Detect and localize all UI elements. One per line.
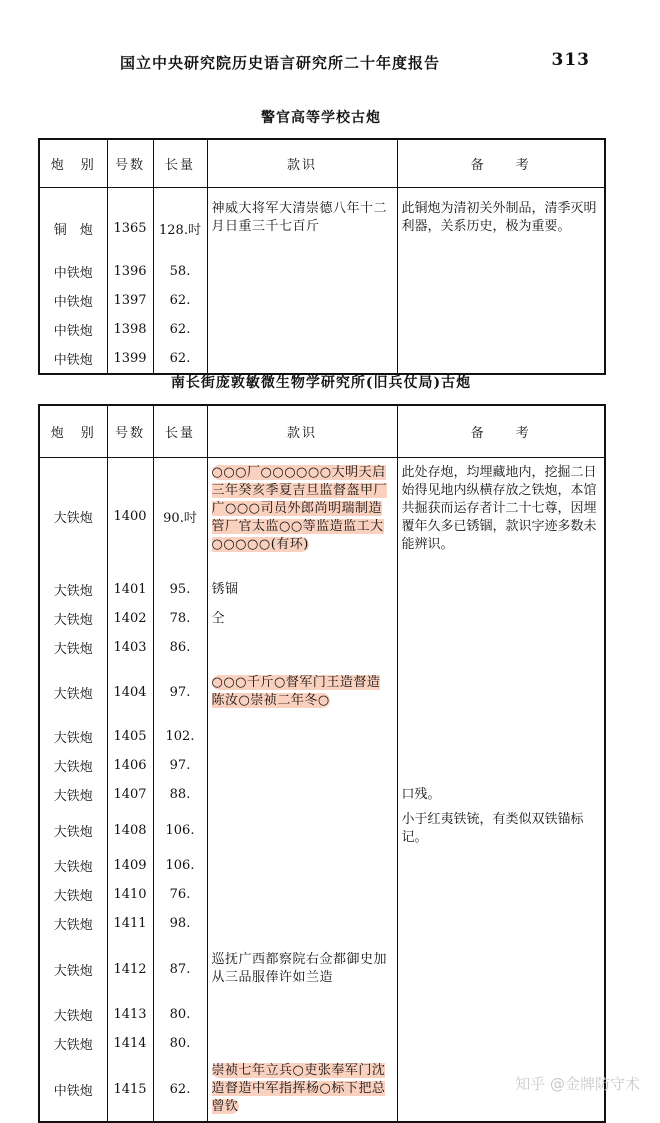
- col-header-num: 号数: [107, 405, 153, 457]
- cell-note: [397, 1029, 605, 1058]
- cell-num: 1409: [107, 851, 153, 880]
- cell-inscription: [207, 662, 397, 722]
- cell-note: [397, 938, 605, 1000]
- cell-inscription: [207, 257, 397, 286]
- cell-len: 80.: [153, 1000, 207, 1029]
- col-header-type: 炮 别: [39, 139, 107, 187]
- cell-note: [397, 909, 605, 938]
- cell-note: [397, 1000, 605, 1029]
- table-row: [39, 604, 605, 633]
- cell-note: [397, 662, 605, 722]
- cell-type: 大铁炮: [39, 938, 107, 1000]
- cell-len: 97.: [153, 662, 207, 722]
- cell-type: 大铁炮: [39, 575, 107, 604]
- table-row: [39, 633, 605, 662]
- cell-num: 1397: [107, 286, 153, 315]
- cell-len: 106.: [153, 809, 207, 851]
- cell-type: 大铁炮: [39, 457, 107, 575]
- cell-type: 大铁炮: [39, 809, 107, 851]
- cell-inscription: [207, 722, 397, 751]
- cell-num: 1398: [107, 315, 153, 344]
- table-row: [39, 751, 605, 780]
- cell-inscription: [207, 457, 397, 575]
- cell-num: 1414: [107, 1029, 153, 1058]
- cell-type: 铜 炮: [39, 187, 107, 257]
- cell-note: [397, 286, 605, 315]
- table1-title: 警官高等学校古炮: [261, 110, 381, 126]
- cell-type: 大铁炮: [39, 909, 107, 938]
- watermark: 知乎 @金牌防守术: [515, 1075, 640, 1093]
- table-row: [39, 662, 605, 722]
- table-row: [39, 880, 605, 909]
- highlight-mark: ○○○厂○○○○○○大明天启三年癸亥季夏吉旦监督盔甲厂广○○○司员外郎尚明瑞制造管厂官太监○○等监造监工大○○○○○(有环): [211, 464, 388, 552]
- table-row: [39, 909, 605, 938]
- cell-inscription: [207, 880, 397, 909]
- col-header-note: 备 考: [397, 139, 605, 187]
- cell-inscription: 仝: [207, 604, 397, 633]
- cell-len: 78.: [153, 604, 207, 633]
- cell-type: 大铁炮: [39, 851, 107, 880]
- cell-note: [397, 344, 605, 374]
- table-row: [39, 187, 605, 257]
- cell-num: 1411: [107, 909, 153, 938]
- cell-note: [397, 722, 605, 751]
- cell-num: 1413: [107, 1000, 153, 1029]
- cell-note: [397, 880, 605, 909]
- cell-len: 62.: [153, 1058, 207, 1122]
- cell-num: 1401: [107, 575, 153, 604]
- cell-len: 90.吋: [153, 457, 207, 575]
- highlight-mark: 崇祯七年立兵○吏张奉军门沈造督造中军指挥杨○标下把总曾钦: [211, 1063, 386, 1114]
- cell-type: 大铁炮: [39, 751, 107, 780]
- cell-note: 口残。: [397, 780, 605, 809]
- cell-type: 中铁炮: [39, 315, 107, 344]
- cell-type: 中铁炮: [39, 344, 107, 374]
- table-row: [39, 780, 605, 809]
- cell-num: 1408: [107, 809, 153, 851]
- cell-type: 大铁炮: [39, 880, 107, 909]
- running-header: [120, 52, 590, 73]
- cell-type: 大铁炮: [39, 780, 107, 809]
- table-row: [39, 315, 605, 344]
- cell-len: 128.吋: [153, 187, 207, 257]
- cell-inscription: [207, 1000, 397, 1029]
- cell-num: 1402: [107, 604, 153, 633]
- table2: [38, 404, 606, 1123]
- cell-num: 1405: [107, 722, 153, 751]
- cell-num: 1412: [107, 938, 153, 1000]
- cell-inscription: [207, 909, 397, 938]
- cell-len: 95.: [153, 575, 207, 604]
- cell-inscription: 巡抚广西都察院右佥都御史加从三品服俸许如兰造: [207, 938, 397, 1000]
- cell-note: [397, 751, 605, 780]
- table-row: [39, 1029, 605, 1058]
- table-row: [39, 344, 605, 374]
- cell-num: 1404: [107, 662, 153, 722]
- cell-len: 98.: [153, 909, 207, 938]
- cell-inscription: [207, 851, 397, 880]
- cell-note: [397, 604, 605, 633]
- cell-num: 1396: [107, 257, 153, 286]
- col-header-note: 备 考: [397, 405, 605, 457]
- cell-note: [397, 575, 605, 604]
- cell-type: 大铁炮: [39, 722, 107, 751]
- cell-num: 1399: [107, 344, 153, 374]
- cell-len: 62.: [153, 344, 207, 374]
- col-header-type: 炮 别: [39, 405, 107, 457]
- cell-inscription: [207, 780, 397, 809]
- cell-num: 1365: [107, 187, 153, 257]
- cell-inscription: [207, 633, 397, 662]
- cell-inscription: [207, 809, 397, 851]
- cell-note: 小于红夷铁铳，有类似双铁锚标记。: [397, 809, 605, 851]
- table-row: [39, 575, 605, 604]
- cell-type: 中铁炮: [39, 257, 107, 286]
- cell-type: 大铁炮: [39, 662, 107, 722]
- table-row: [39, 286, 605, 315]
- table1: [38, 138, 606, 375]
- cell-note: [397, 851, 605, 880]
- cell-type: 大铁炮: [39, 1000, 107, 1029]
- col-header-inscr: 款识: [207, 405, 397, 457]
- page-number: 313: [551, 50, 590, 70]
- cell-len: 88.: [153, 780, 207, 809]
- cell-len: 106.: [153, 851, 207, 880]
- cell-note: [397, 315, 605, 344]
- cell-type: 中铁炮: [39, 1058, 107, 1122]
- cell-num: 1406: [107, 751, 153, 780]
- cell-inscription: [207, 1029, 397, 1058]
- col-header-len: 长量: [153, 139, 207, 187]
- table2-header-row: [39, 405, 605, 457]
- cell-type: 大铁炮: [39, 633, 107, 662]
- cell-type: 大铁炮: [39, 1029, 107, 1058]
- cell-inscription: [207, 344, 397, 374]
- header-title: 国立中央研究院历史语言研究所二十年度报告: [120, 54, 441, 72]
- cell-len: 80.: [153, 1029, 207, 1058]
- cell-inscription: 神威大将军大清崇德八年十二月日重三千七百斤: [207, 187, 397, 257]
- cell-note: 此铜炮为清初关外制品，清季灭明利器，关系历史，极为重要。: [397, 187, 605, 257]
- cell-len: 86.: [153, 633, 207, 662]
- table2-title: 南长街庞敦敏微生物学研究所(旧兵仗局)古炮: [170, 375, 472, 391]
- highlight-mark: ○○○千斤○督军门王造督造陈汝○崇祯二年冬○: [211, 675, 381, 708]
- cell-type: 大铁炮: [39, 604, 107, 633]
- table-row: [39, 722, 605, 751]
- table-row: [39, 257, 605, 286]
- cell-num: 1415: [107, 1058, 153, 1122]
- cell-len: 58.: [153, 257, 207, 286]
- cell-note: [397, 257, 605, 286]
- cell-len: 76.: [153, 880, 207, 909]
- cell-note: [397, 633, 605, 662]
- cell-num: 1407: [107, 780, 153, 809]
- cell-len: 62.: [153, 315, 207, 344]
- cell-inscription: [207, 751, 397, 780]
- cell-num: 1403: [107, 633, 153, 662]
- table-row: [39, 1000, 605, 1029]
- cell-len: 87.: [153, 938, 207, 1000]
- col-header-inscr: 款识: [207, 139, 397, 187]
- cell-inscription: [207, 315, 397, 344]
- table-row: [39, 938, 605, 1000]
- cell-len: 62.: [153, 286, 207, 315]
- cell-num: 1410: [107, 880, 153, 909]
- cell-len: 102.: [153, 722, 207, 751]
- table-row: [39, 809, 605, 851]
- table1-header-row: [39, 139, 605, 187]
- cell-type: 中铁炮: [39, 286, 107, 315]
- cell-inscription: [207, 1058, 397, 1122]
- cell-inscription: 锈锢: [207, 575, 397, 604]
- col-header-len: 长量: [153, 405, 207, 457]
- col-header-num: 号数: [107, 139, 153, 187]
- cell-note: 此处存炮，均埋藏地内，挖掘二日始得见地内纵横存放之铁炮，本馆共掘获而运存者计二十七尊，因埋覆年久多已锈锢，款识字迹多数未能辨识。: [397, 457, 605, 575]
- cell-num: 1400: [107, 457, 153, 575]
- cell-len: 97.: [153, 751, 207, 780]
- table-row: [39, 457, 605, 575]
- table-row: [39, 851, 605, 880]
- cell-inscription: [207, 286, 397, 315]
